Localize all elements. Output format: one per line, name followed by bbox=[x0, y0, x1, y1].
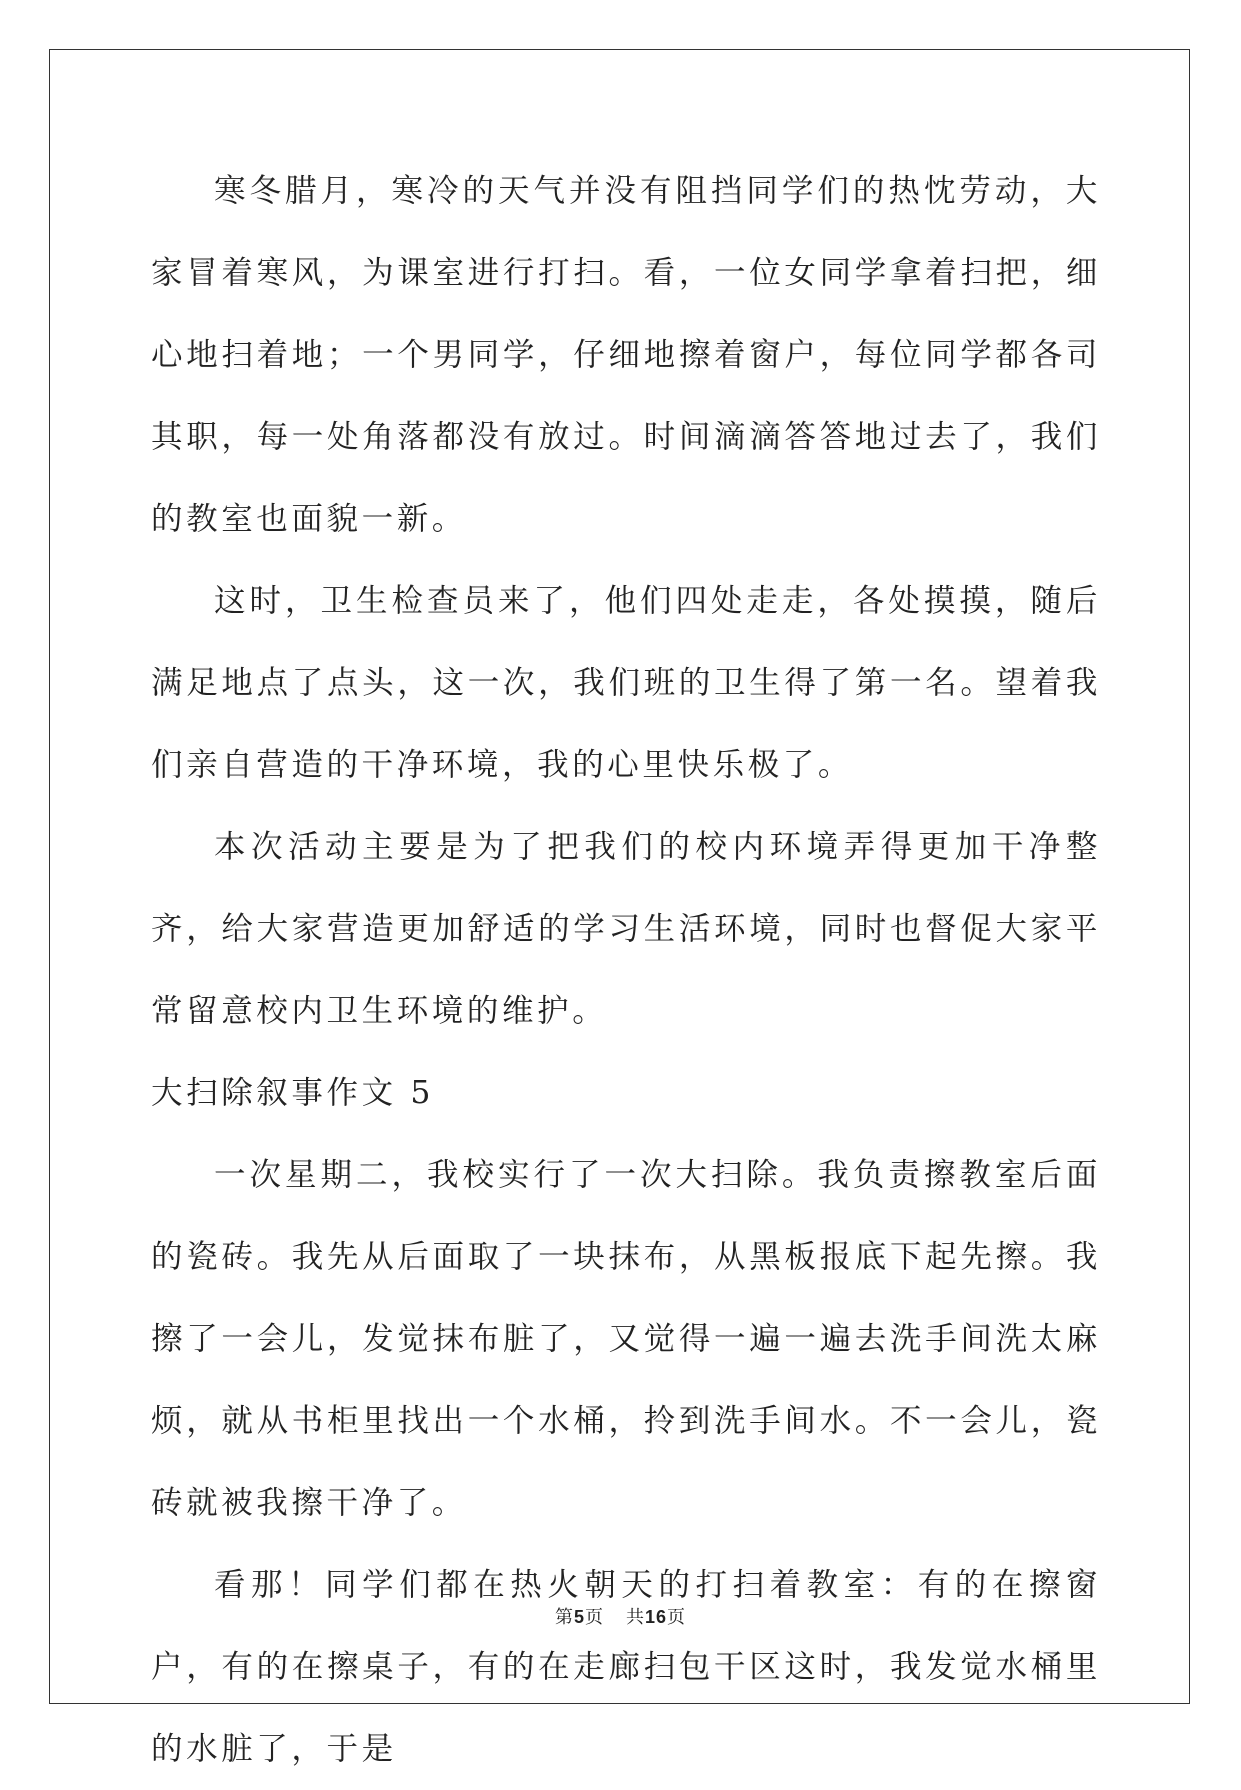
total-suffix: 页 bbox=[667, 1607, 687, 1628]
paragraph: 一次星期二，我校实行了一次大扫除。我负责擦教室后面的瓷砖。我先从后面取了一块抹布，从黑板报底下起先擦。我擦了一会儿，发觉抹布脏了，又觉得一遍一遍去洗手间洗太麻烦，就从书柜里找出一个水桶，拎到洗手间水。不一会儿，瓷砖就被我擦干净了。 bbox=[151, 1157, 1101, 1521]
page-suffix: 页 bbox=[584, 1607, 604, 1628]
document-body bbox=[151, 150, 1101, 1790]
paragraph: 寒冬腊月，寒冷的天气并没有阻挡同学们的热忱劳动，大家冒着寒风，为课室进行打扫。看，一位女同学拿着扫把，细心地扫着地；一个男同学，仔细地擦着窗户，每位同学都各司其职，每一处角落都没有放过。时间滴滴答答地过去了，我们的教室也面貌一新。 bbox=[151, 173, 1101, 537]
total-prefix: 共 bbox=[625, 1607, 645, 1628]
paragraph: 看那！同学们都在热火朝天的打扫着教室：有的在擦窗户，有的在擦桌子，有的在走廊扫包干区这时，我发觉水桶里的水脏了，于是 bbox=[151, 1567, 1101, 1767]
total-pages: 16 bbox=[644, 1607, 668, 1627]
section-heading: 大扫除叙事作文 5 bbox=[151, 1075, 434, 1111]
page-footer bbox=[0, 1605, 1241, 1630]
page-prefix: 第 bbox=[554, 1607, 574, 1628]
paragraph: 这时，卫生检查员来了，他们四处走走，各处摸摸，随后满足地点了点头，这一次，我们班的卫生得了第一名。望着我们亲自营造的干净环境，我的心里快乐极了。 bbox=[151, 583, 1101, 783]
paragraph: 本次活动主要是为了把我们的校内环境弄得更加干净整齐，给大家营造更加舒适的学习生活环境，同时也督促大家平常留意校内卫生环境的维护。 bbox=[151, 829, 1101, 1029]
page-number: 5 bbox=[573, 1607, 585, 1627]
